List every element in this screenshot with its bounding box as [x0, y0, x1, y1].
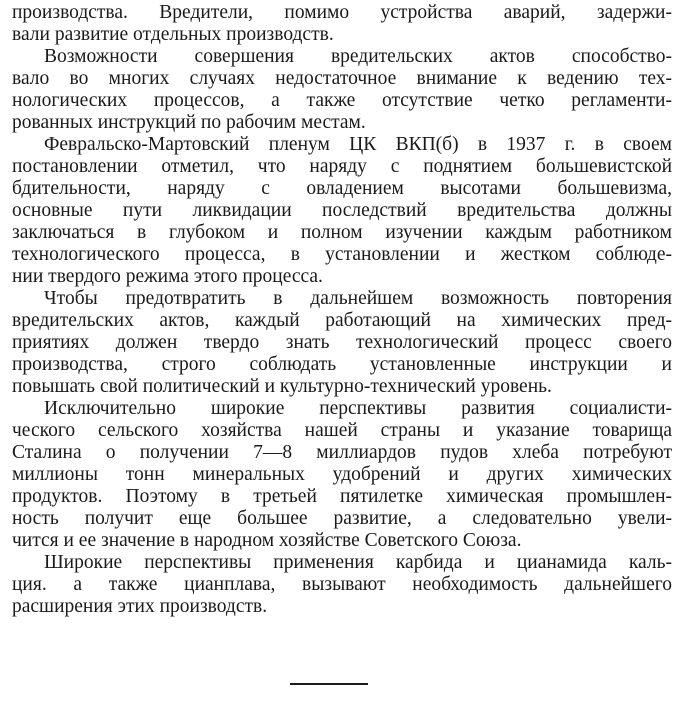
text-line: бдительности, наряду с овладением высотами большевизма, [12, 178, 672, 199]
text-line: ность получит еще большее развитие, а следовательно увели- [12, 508, 672, 529]
text-line: вредительских актов, каждый работающий на химических пред- [12, 310, 672, 331]
text-line: миллионы тонн минеральных удобрений и других химических [12, 464, 672, 485]
text-line: ческого сельского хозяйства нашей страны и указание товарища [12, 420, 672, 441]
text-line: расширения этих производств. [12, 596, 268, 617]
text-line: нии твердого режима этого процесса. [12, 266, 323, 287]
text-line: рованных инструкций по рабочим местам. [12, 112, 366, 133]
text-line: приятиях должен твердо знать технологический процесс своего [12, 332, 672, 353]
paragraph [12, 398, 672, 552]
text-line: ция. а также цианплава, вызывают необходимость дальнейшего [12, 574, 672, 595]
text-line: вали развитие отдельных производств. [12, 24, 334, 45]
text-line: постановлении отметил, что наряду с поднятием большевистской [12, 156, 672, 177]
text-line: производства, строго соблюдать установленные инструкции и [12, 354, 672, 375]
paragraph [12, 46, 672, 134]
text-line: производства. Вредители, помимо устройства аварий, задержи- [12, 2, 672, 23]
text-line: нологических процессов, а также отсутствие четко регламенти- [12, 90, 672, 111]
paragraph [12, 2, 672, 46]
text-line: Возможности совершения вредительских актов способство- [44, 46, 672, 67]
paragraph [12, 552, 672, 618]
paragraph [12, 134, 672, 288]
text-line: основные пути ликвидации последствий вредительства должны [12, 200, 672, 221]
text-line: вало во многих случаях недостаточное внимание к ведению тех- [12, 68, 672, 89]
text-line: продуктов. Поэтому в третьей пятилетке химическая промышлен- [12, 486, 672, 507]
body-text [12, 2, 672, 618]
text-line: Февральско-Мартовский пленум ЦК ВКП(б) в 1937 г. в своем [44, 134, 672, 155]
paragraph [12, 288, 672, 398]
text-line: технологического процесса, в установлении и жестком соблюде- [12, 244, 672, 265]
text-line: Сталина о получении 7—8 миллиардов пудов хлеба потребуют [12, 442, 672, 463]
text-line: чится и ее значение в народном хозяйстве Советского Союза. [12, 530, 522, 551]
text-line: Чтобы предотвратить в дальнейшем возможность повторения [44, 288, 672, 309]
text-line: Широкие перспективы применения карбида и цианамида каль- [44, 552, 672, 573]
text-line: Исключительно широкие перспективы развития социалисти- [44, 398, 672, 419]
text-line: заключаться в глубоком и полном изучении каждым работником [12, 222, 672, 243]
section-end-rule [290, 683, 368, 685]
text-line: повышать свой политический и культурно-технический уровень. [12, 376, 552, 397]
